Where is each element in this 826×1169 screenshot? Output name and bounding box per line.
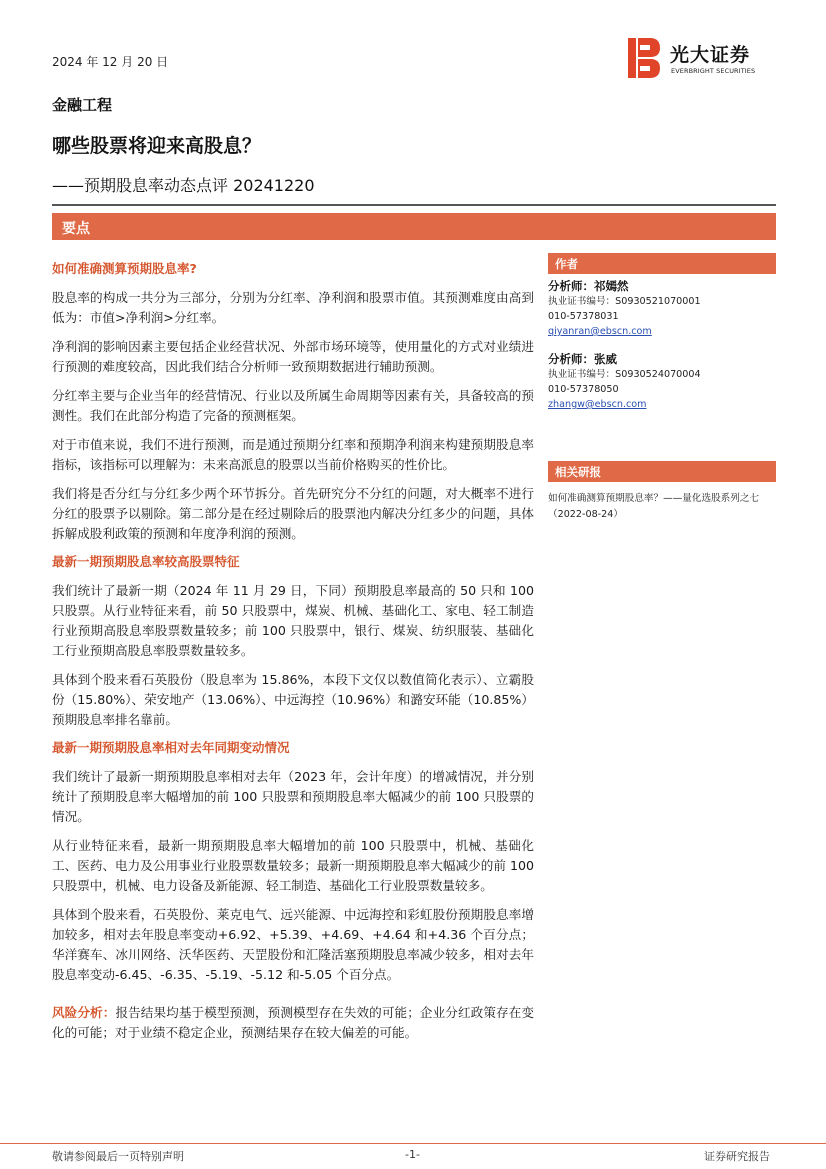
footer-report-type: 证券研究报告 (704, 1150, 770, 1163)
footer-divider (0, 1143, 826, 1144)
analyst-name: 分析师：张威 (548, 352, 617, 366)
related-reports-panel (548, 461, 776, 523)
paragraph: 净利润的影响因素主要包括企业经营状况、外部市场环境等，使用量化的方式对业绩进行预测的难度较高，因此我们结合分析师一致预期数据进行辅助预测。 (52, 339, 534, 374)
keypoints-label: 要点 (62, 221, 90, 237)
page-number: -1- (405, 1148, 420, 1161)
logo-name: 光大证券 (670, 44, 751, 66)
paragraph: 具体到个股来看，石英股份、莱克电气、远兴能源、中远海控和彩虹股份预期股息率增加较多，相对去年股息率变动+6.92、+5.39、+4.69、+4.64 和+4.36 个百分点；华洋赛车、冰川网络、沃华医药、天罡股份和汇隆活塞预期股息率减少较多，相对去年股息率变动-6.45、-6.35、-5.19、-5.12 和-5.05 个百分点。 (52, 907, 534, 982)
analyst-email-link[interactable]: zhangw@ebscn.com (548, 399, 647, 410)
everbright-logo-icon (626, 36, 662, 80)
keypoints-banner (52, 213, 776, 240)
risk-label: 风险分析： (52, 1005, 116, 1020)
analyst-phone: 010-57378031 (548, 311, 619, 322)
related-reports-banner (548, 461, 776, 482)
paragraph: 我们统计了最新一期（2024 年 11 月 29 日，下同）预期股息率最高的 50 只和 100 只股票。从行业特征来看，前 50 只股票中，煤炭、机械、基础化工、家电、轻工制造行业预期高股息率股票数量较多；前 100 只股票中，银行、煤炭、纺织服装、基础化工行业预期高股息率股票数量较多。 (52, 583, 534, 658)
section-heading-1: 如何准确测算预期股息率? (52, 261, 197, 276)
analyst-cert: 执业证书编号：S0930524070004 (548, 369, 701, 380)
analyst-cert: 执业证书编号：S0930521070001 (548, 296, 701, 307)
paragraph: 我们统计了最新一期预期股息率相对去年（2023 年，会计年度）的增减情况，并分别统计了预期股息率大幅增加的前 100 只股票和预期股息率大幅减少的前 100 只股票的情况。 (52, 769, 534, 824)
paragraph: 股息率的构成一共分为三部分，分别为分红率、净利润和股票市值。其预测难度由高到低为：市值>净利润>分红率。 (52, 290, 534, 325)
logo-subtitle: EVERBRIGHT SECURITIES (671, 67, 756, 75)
header-divider (52, 204, 776, 206)
paragraph: 我们将是否分红与分红多少两个环节拆分。首先研究分不分红的问题，对大概率不进行分红的股票予以剔除。第二部分是在经过剔除后的股票池内解决分红多少的问题，具体拆解成股利政策的预测和年度净利润的预测。 (52, 486, 534, 541)
paragraph: 具体到个股来看石英股份（股息率为 15.86%，本段下文仅以数值简化表示）、立霸股份（15.80%）、荣安地产（13.06%）、中远海控（10.96%）和潞安环能（10.85%）预期股息率排名靠前。 (52, 672, 534, 727)
paragraph: 从行业特征来看，最新一期预期股息率大幅增加的前 100 只股票中，机械、基础化工、医药、电力及公用事业行业股票数量较多；最新一期预期股息率大幅减少的前 100 只股票中，机械、电力设备及新能源、轻工制造、基础化工行业股票数量较多。 (52, 838, 534, 893)
section-heading-3: 最新一期预期股息率相对去年同期变动情况 (52, 740, 290, 755)
related-reports-label: 相关研报 (555, 465, 601, 479)
related-report-link[interactable]: 如何准确测算预期股息率？——量化选股系列之七（2022-08-24） (548, 493, 760, 520)
paragraph: 分红率主要与企业当年的经营情况、行业以及所属生命周期等因素有关，具备较高的预测性。我们在此部分构造了完备的预测框架。 (52, 388, 534, 423)
author-label: 作者 (555, 257, 578, 271)
footer-disclaimer: 敬请参阅最后一页特别声明 (52, 1150, 184, 1163)
author-panel (548, 253, 776, 412)
analyst-name: 分析师：祁嫣然 (548, 279, 629, 293)
page-subtitle: ——预期股息率动态点评 20241220 (52, 176, 315, 195)
paragraph: 对于市值来说，我们不进行预测，而是通过预期分红率和预期净利润来构建预期股息率指标，该指标可以理解为：未来高派息的股票以当前价格购买的性价比。 (52, 437, 534, 472)
analyst-phone: 010-57378050 (548, 384, 619, 395)
risk-analysis (52, 1003, 534, 1043)
analyst-email-link[interactable]: qiyanran@ebscn.com (548, 326, 652, 337)
author-banner (548, 253, 776, 274)
section-heading-2: 最新一期预期股息率较高股票特征 (52, 554, 240, 569)
everbright-logo (626, 36, 776, 80)
report-category: 金融工程 (52, 96, 113, 114)
report-date: 2024 年 12 月 20 日 (52, 55, 169, 69)
main-content (52, 260, 534, 1052)
page-title: 哪些股票将迎来高股息？ (52, 135, 262, 157)
risk-text: 报告结果均基于模型预测，预测模型存在失效的可能；企业分红政策存在变化的可能；对于业绩不稳定企业，预测结果存在较大偏差的可能。 (52, 1005, 535, 1040)
